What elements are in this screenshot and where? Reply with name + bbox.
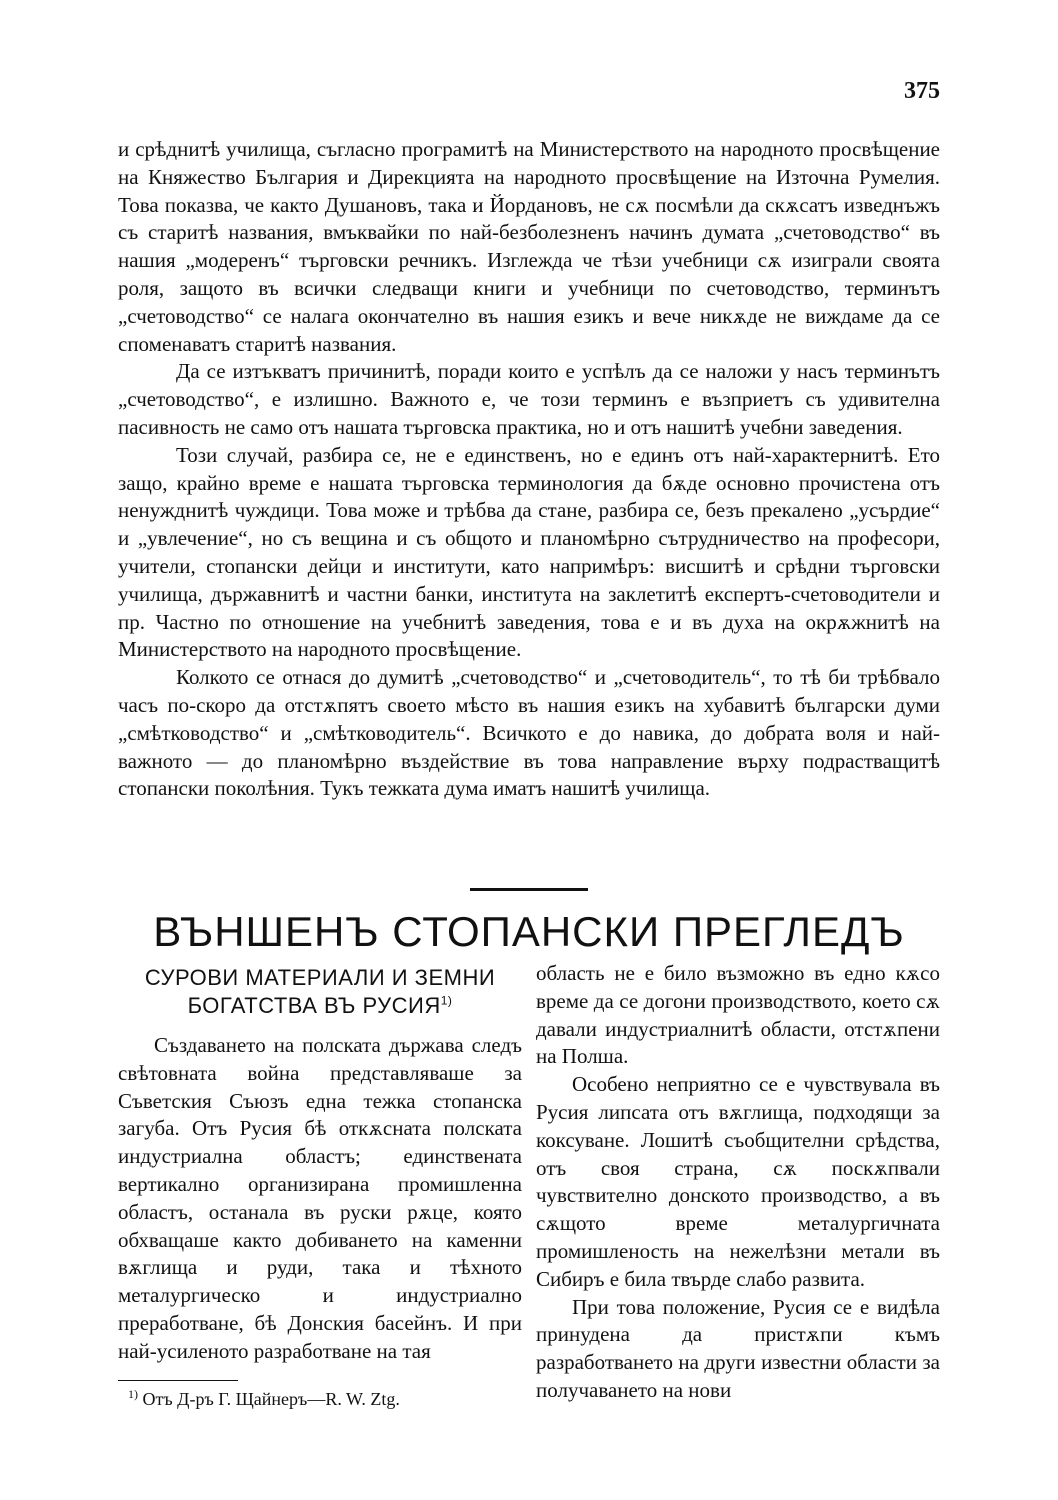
- footnote-mark: 1): [128, 1386, 138, 1401]
- paragraph-3: Този случай, разбира се, не е единственъ, но е единъ отъ най-характернитѣ. Ето защо, крайно време е нашата търговска терминология да бѫде основно прочистена отъ ненужднитѣ чуждици. Това може и трѣбва да стане, разбира се, безъ прекалено „усърдие“ и „увлечение“, но съ вещина и съ общото и планомѣрно сътрудничество на професори, учители, стопански дейци и институти, като напримѣръ: висшитѣ и срѣдни търговски училища, държавнитѣ и частни банки, института на заклетитѣ експертъ-счетоводители и пр. Частно по отношение на учебнитѣ заведения, това е и въ духа на окрѫжнитѣ на Министерството на народното просвѣщение.: [118, 442, 940, 662]
- right-column-paragraph-2: Особено неприятно се е чувствувала въ Русия липсата отъ вѫглища, подходящи за коксуване. Лошитѣ съобщителни срѣдства, отъ своя страна, сѫ поскѫпвали чувствително донското производство, а въ сѫщото време металургичната промишленость на нежелѣзни метали въ Сибиръ е била твърде слабо развита.: [536, 1072, 940, 1291]
- page-number: 375: [904, 78, 940, 104]
- section-divider: [470, 888, 588, 891]
- footnote: [118, 1387, 522, 1411]
- paragraph-2: Да се изтъкватъ причинитѣ, поради които е успѣлъ да се наложи у насъ терминътъ „счетоводство“, е излишно. Важното е, че този терминъ е възприетъ съ удивителна пасивность не само отъ нашата търговска практика, но и отъ нашитѣ учебни заведения.: [118, 359, 940, 439]
- article-title: [118, 964, 522, 1020]
- footnote-text: Отъ Д-ръ Г. Щайнеръ—R. W. Ztg.: [142, 1388, 400, 1409]
- footnote-divider: [118, 1380, 238, 1381]
- section-title: ВЪНШЕНЪ СТОПАНСКИ ПРЕГЛЕДЪ: [153, 908, 905, 955]
- left-column-paragraph: Създаването на полската държава следъ свѣтовната война представляваше за Съветския Съюзъ една тежка стопанска загуба. Отъ Русия бѣ откѫсната полската индустриална областъ; единствената вертикално организирана промишленна областъ, останала въ руски рѫце, която обхващаше както добиването на каменни вѫглища и руди, така и тѣхното металургическо и индустриално преработване, бѣ Донския басейнъ. И при най-усиленото разработване на тая: [118, 1033, 522, 1363]
- main-text-block: [118, 136, 940, 803]
- right-column-paragraph-3: При това положение, Русия се е видѣла принудена да пристѫпи къмъ разработването на други известни области за получаването на нови: [536, 1294, 940, 1402]
- right-column-paragraph-1: область не е било възможно въ едно кѫсо време да се догони производството, което сѫ давали индустриалнитѣ области, отстѫпени на Полша.: [536, 961, 940, 1069]
- paragraph-1: и срѣднитѣ училища, съгласно програмитѣ на Министерството на народното просвѣщение на Княжество България и Дирекцията на народното просвѣщение на Източна Румелия. Това показва, че както Душановъ, така и Йордановъ, не сѫ посмѣли да скѫсатъ изведнъжъ съ старитѣ названия, вмъквайки по най-безболезненъ начинъ думата „счетоводство“ въ нашия „модеренъ“ търговски речникъ. Изглежда че тѣзи учебници сѫ изиграли своята роля, защото въ всички следващи книги и учебници по счетоводство, терминътъ „счетоводство“ се налага окончателно въ нашия езикъ и вече никѫде не виждаме да се споменаватъ старитѣ названия.: [118, 137, 940, 356]
- article-title-footnote-mark: 1): [440, 993, 453, 1008]
- right-column: [536, 960, 940, 1405]
- paragraph-4: Колкото се отнася до думитѣ „счетоводство“ и „счетоводитель“, то тѣ би трѣбвало часъ по-скоро да отстѫпятъ своето мѣсто въ нашия езикъ на хубавитѣ български думи „смѣтководство“ и „смѣтководитель“. Всичкото е до навика, до добрата воля и най-важното — до планомѣрно въздействие въ това направление върху подрастващитѣ стопански поколѣния. Тукъ тежката дума иматъ нашитѣ училища.: [118, 665, 940, 801]
- left-column: [118, 964, 522, 1411]
- article-title-text: СУРОВИ МАТЕРИАЛИ И ЗЕМНИ БОГАТСТВА ВЪ РУСИЯ: [144, 965, 496, 1018]
